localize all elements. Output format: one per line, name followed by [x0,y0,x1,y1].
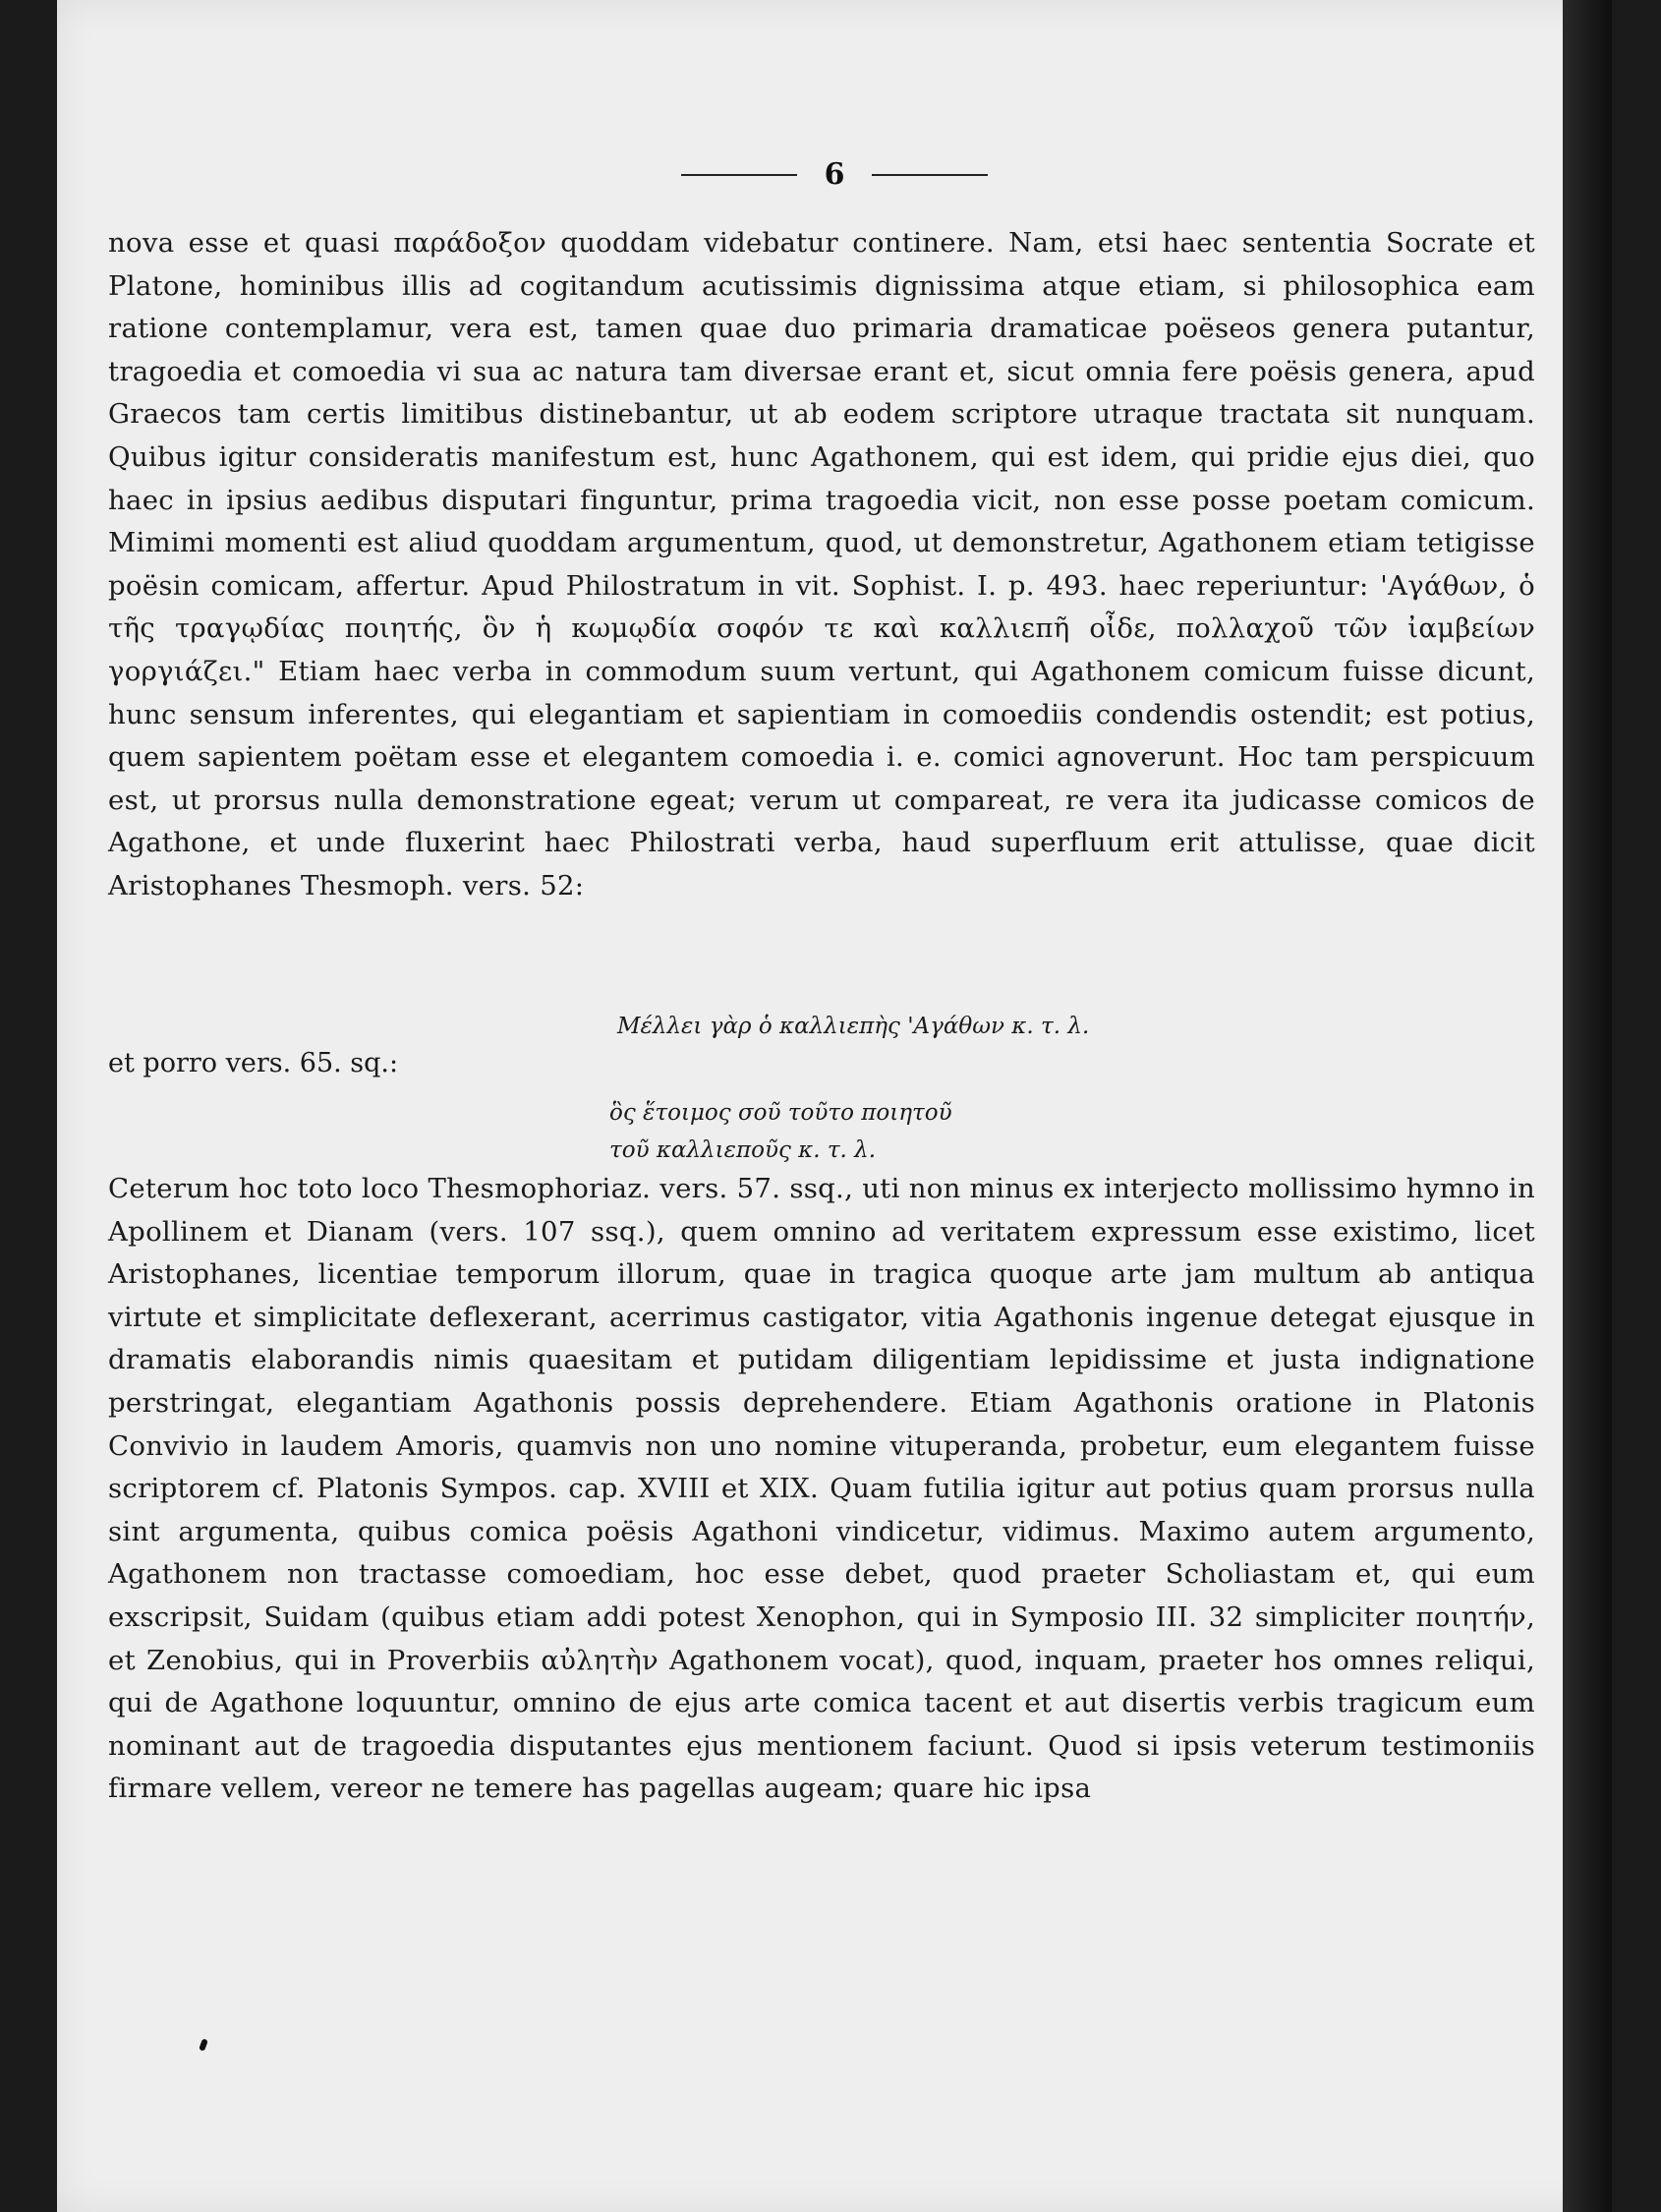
quote-thesmoph-65-line1: ὃς ἕτοιμος σοῦ τοῦτο ποιητοῦ [609,1100,952,1126]
quote-thesmoph-52: Μέλλει γὰρ ὁ καλλιεπὴς 'Αγάθων κ. τ. λ. [617,1014,1090,1039]
header-rule-left [681,174,797,176]
book-page [57,0,1612,2212]
quote-thesmoph-65-line2: τοῦ καλλιεποῦς κ. τ. λ. [609,1137,877,1163]
header-rule-right [872,174,988,176]
paragraph-1 [108,222,1535,908]
line-porro: et porro vers. 65. sq.: [108,1048,399,1078]
page-number: 6 [824,157,845,192]
page-header [57,157,1612,192]
paragraph-1-text: nova esse et quasi παράδοξον quoddam videbatur continere. Nam, etsi haec sententia Socrate et Platone, hominibus illis ad cogitandum acutissimis dignissima atque etiam, si philosophica eam ratione contemplamur, vera est, tamen quae duo primaria dramaticae poëseos genera putantur, tragoedia et comoedia vi sua ac natura tam diversae erant et, sicut omnia fere poësis genera, apud Graecos tam certis limitibus distinebantur, ut ab eodem scriptore utraque tractata sit nunquam. Quibus igitur consideratis manifestum est, hunc Agathonem, qui est idem, qui pridie ejus diei, quo haec in ipsius aedibus disputari finguntur, prima tragoedia vicit, non esse posse poetam comicum. Mimimi momenti est aliud quoddam argumentum, quod, ut demonstretur, Agathonem etiam tetigisse poësin comicam, affertur. Apud Philostratum in vit. Sophist. I. p. 493. haec reperiuntur: 'Αγάθων, ὁ τῆς τραγῳδίας ποιητής, ὃν ἡ κωμῳδία σοφόν τε καὶ καλλιεπῆ οἶδε, πολλαχοῦ τῶν ἰαμβείων γοργιάζει." Etiam haec verba in commodum suum vertunt, qui Agathonem comicum fuisse dicunt, hunc sensum inferentes, qui elegantiam et sapientiam in comoediis condendis ostendit; est potius, quem sapientem poëtam esse et elegantem comoedia i. e. comici agnoverunt. Hoc tam perspicuum est, ut prorsus nulla demonstratione egeat; verum ut compareat, re vera ita judicasse comicos de Agathone, et unde fluxerint haec Philostrati verba, haud superfluum erit attulisse, quae dicit Aristophanes Thesmoph. vers. 52: [108,227,1535,902]
paragraph-2-text: Ceterum hoc toto loco Thesmophoriaz. vers. 57. ssq., uti non minus ex interjecto mollissimo hymno in Apollinem et Dianam (vers. 107 ssq.), quem omnino ad veritatem expressum esse existimo, licet Aristophanes, licentiae temporum illorum, quae in tragica quoque arte jam multum ab antiqua virtute et simplicitate deflexerant, acerrimus castigator, vitia Agathonis ingenue detegat ejusque in dramatis elaborandis nimis quaesitam et putidam diligentiam lepidissime et justa indignatione perstringat, elegantiam Agathonis possis deprehendere. Etiam Agathonis oratione in Platonis Convivio in laudem Amoris, quamvis non uno nomine vituperanda, probetur, eum elegantem fuisse scriptorem cf. Platonis Sympos. cap. XVIII et XIX. Quam futilia igitur aut potius quam prorsus nulla sint argumenta, quibus comica poësis Agathoni vindicetur, vidimus. Maximo autem argumento, Agathonem non tractasse comoediam, hoc esse debet, quod praeter Scholiastam et, qui eum exscripsit, Suidam (quibus etiam addi potest Xenophon, qui in Symposio III. 32 simpliciter ποιητήν, et Zenobius, qui in Proverbiis αὐλητὴν Agathonem vocat), quod, inquam, praeter hos omnes reliqui, qui de Agathone loquuntur, omnino de ejus arte comica tacent et aut disertis verbis tragicum eum nominant aut de tragoedia disputantes ejus mentionem faciunt. Quod si ipsis veterum testimoniis firmare vellem, vereor ne temere has pagellas augeam; quare hic ipsa [108,1173,1535,1805]
page-edge-shadow [1563,0,1612,2212]
ink-speck [199,2038,208,2051]
paragraph-2 [108,1168,1535,1811]
